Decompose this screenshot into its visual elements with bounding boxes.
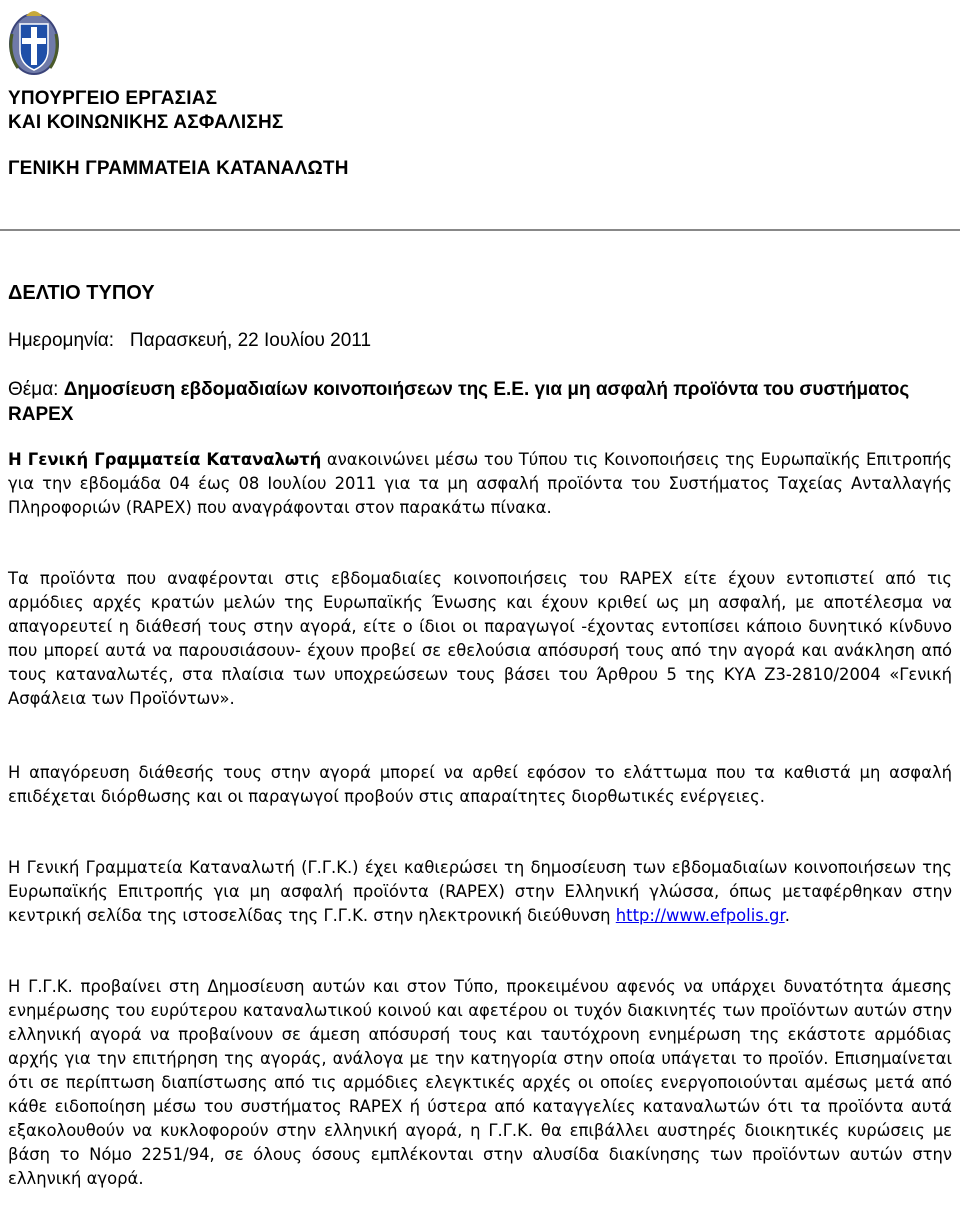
paragraph-1-text: ανακοινώνει μέσω του Τύπου τις Κοινοποιήσεις της Ευρωπαϊκής Επιτροπής για την εβδομάδα 04 έως 08 Ιουλίου 2011 για τα μη ασφαλή προϊόντα του Συστήματος Ταχείας Ανταλλαγής Πληροφοριών (RAPEX) που αναγράφονται στον παρακάτω πίνακα. bbox=[8, 450, 952, 517]
subject-text: Δημοσίευση εβδομαδιαίων κοινοποιήσεων της Ε.Ε. για μη ασφαλή προϊόντα του συστήματος RAPEX bbox=[8, 379, 910, 425]
ministry-name-line1: ΥΠΟΥΡΓΕΙΟ ΕΡΓΑΣΙΑΣ bbox=[8, 88, 218, 109]
paragraph-4 bbox=[8, 856, 952, 928]
paragraph-1 bbox=[8, 448, 952, 520]
date-value: Παρασκευή, 22 Ιουλίου 2011 bbox=[129, 330, 372, 351]
subject-label: Θέμα: bbox=[8, 379, 59, 400]
paragraph-5: Η Γ.Γ.Κ. προβαίνει στη Δημοσίευση αυτών και στον Τύπο, προκειμένου αφενός να υπάρχει δυνατότητα άμεσης ενημέρωσης του ευρύτερου καταναλωτικού κοινού και αφετέρου οι τυχόν διακινητές των προϊόντων αυτών στην ελληνική αγορά να προβαίνουν σε άμεση απόσυρσή τους και ταυτόχρονη ενημέρωση της εκάστοτε αρμόδιας αρχής για την επιτήρηση της αγοράς, ανάλογα με την κατηγορία στην οποία υπάγεται το προϊόν. Επισημαίνεται ότι σε περίπτωση διαπίστωσης από τις αρμόδιες ελεγκτικές αρχές οι οποίες ενεργοποιούνται αμέσως μετά από κάθε ειδοποίηση μέσω του συστήματος RAPEX ή ύστερα από καταγγελίες καταναλωτών ότι τα προϊόντα αυτά εξακολουθούν να κυκλοφορούν στην ελληνική αγορά, η Γ.Γ.Κ. θα επιβάλλει αυστηρές διοικητικές κυρώσεις με βάση το Νόμο 2251/94, σε όλους όσους εμπλέκονται στην αλυσίδα διακίνησης των προϊόντων αυτών στην ελληνική αγορά. bbox=[8, 977, 952, 1188]
secretariat-name: ΓΕΝΙΚΗ ΓΡΑΜΜΑΤΕΙΑ ΚΑΤΑΝΑΛΩΤΗ bbox=[8, 158, 349, 179]
paragraph-4-end: . bbox=[784, 906, 790, 925]
paragraph-3: Η απαγόρευση διάθεσής τους στην αγορά μπορεί να αρθεί εφόσον το ελάττωμα που τα καθιστά μη ασφαλή επιδέχεται διόρθωσης και οι παραγωγοί προβούν στις απαραίτητες διορθωτικές ενέργειες. bbox=[8, 763, 952, 806]
document-type: ΔΕΛΤΙΟ ΤΥΠΟΥ bbox=[8, 282, 155, 304]
subject-line bbox=[8, 377, 952, 427]
paragraph-1-bold: Η Γενική Γραμματεία Καταναλωτή bbox=[8, 450, 322, 469]
greek-coat-of-arms-icon bbox=[8, 4, 60, 76]
date-label: Ημερομηνία: bbox=[8, 330, 115, 351]
header-divider bbox=[0, 229, 960, 231]
date-line bbox=[8, 330, 371, 352]
ministry-name-line2: ΚΑΙ ΚΟΙΝΩΝΙΚΗΣ ΑΣΦΑΛΙΣΗΣ bbox=[8, 112, 284, 133]
paragraph-2: Τα προϊόντα που αναφέρονται στις εβδομαδιαίες κοινοποιήσεις του RAPEX είτε έχουν εντοπιστεί από τις αρμόδιες αρχές κρατών μελών της Ευρωπαϊκής Ένωσης και έχουν κριθεί ως μη ασφαλή, με αποτέλεσμα να απαγορευτεί η διάθεσή τους στην αγορά, είτε ο ίδιοι οι παραγωγοί -έχοντας εντοπίσει κάποιο δυνητικό κίνδυνο που μπορεί αυτά να παρουσιάσουν- έχουν προβεί σε εθελούσια απόσυρσή τους από την αγορά και ανάκληση από τους καταναλωτές, στα πλαίσια των υποχρεώσεων τους βάσει του Άρθρου 5 της ΚΥΑ Ζ3-2810/2004 «Γενική Ασφάλεια των Προϊόντων». bbox=[8, 569, 952, 708]
efpolis-link[interactable]: http://www.efpolis.gr bbox=[615, 906, 785, 925]
paragraph-4-text: Η Γενική Γραμματεία Καταναλωτή (Γ.Γ.Κ.) έχει καθιερώσει τη δημοσίευση των εβδομαδιαίων κοινοποιήσεων της Ευρωπαϊκής Επιτροπής για μη ασφαλή προϊόντα (RAPEX) στην Ελληνική γλώσσα, όπως μεταφέρθηκαν στην κεντρική σελίδα της ιστοσελίδας της Γ.Γ.Κ. στην ηλεκτρονική διεύθυνση bbox=[8, 858, 952, 925]
